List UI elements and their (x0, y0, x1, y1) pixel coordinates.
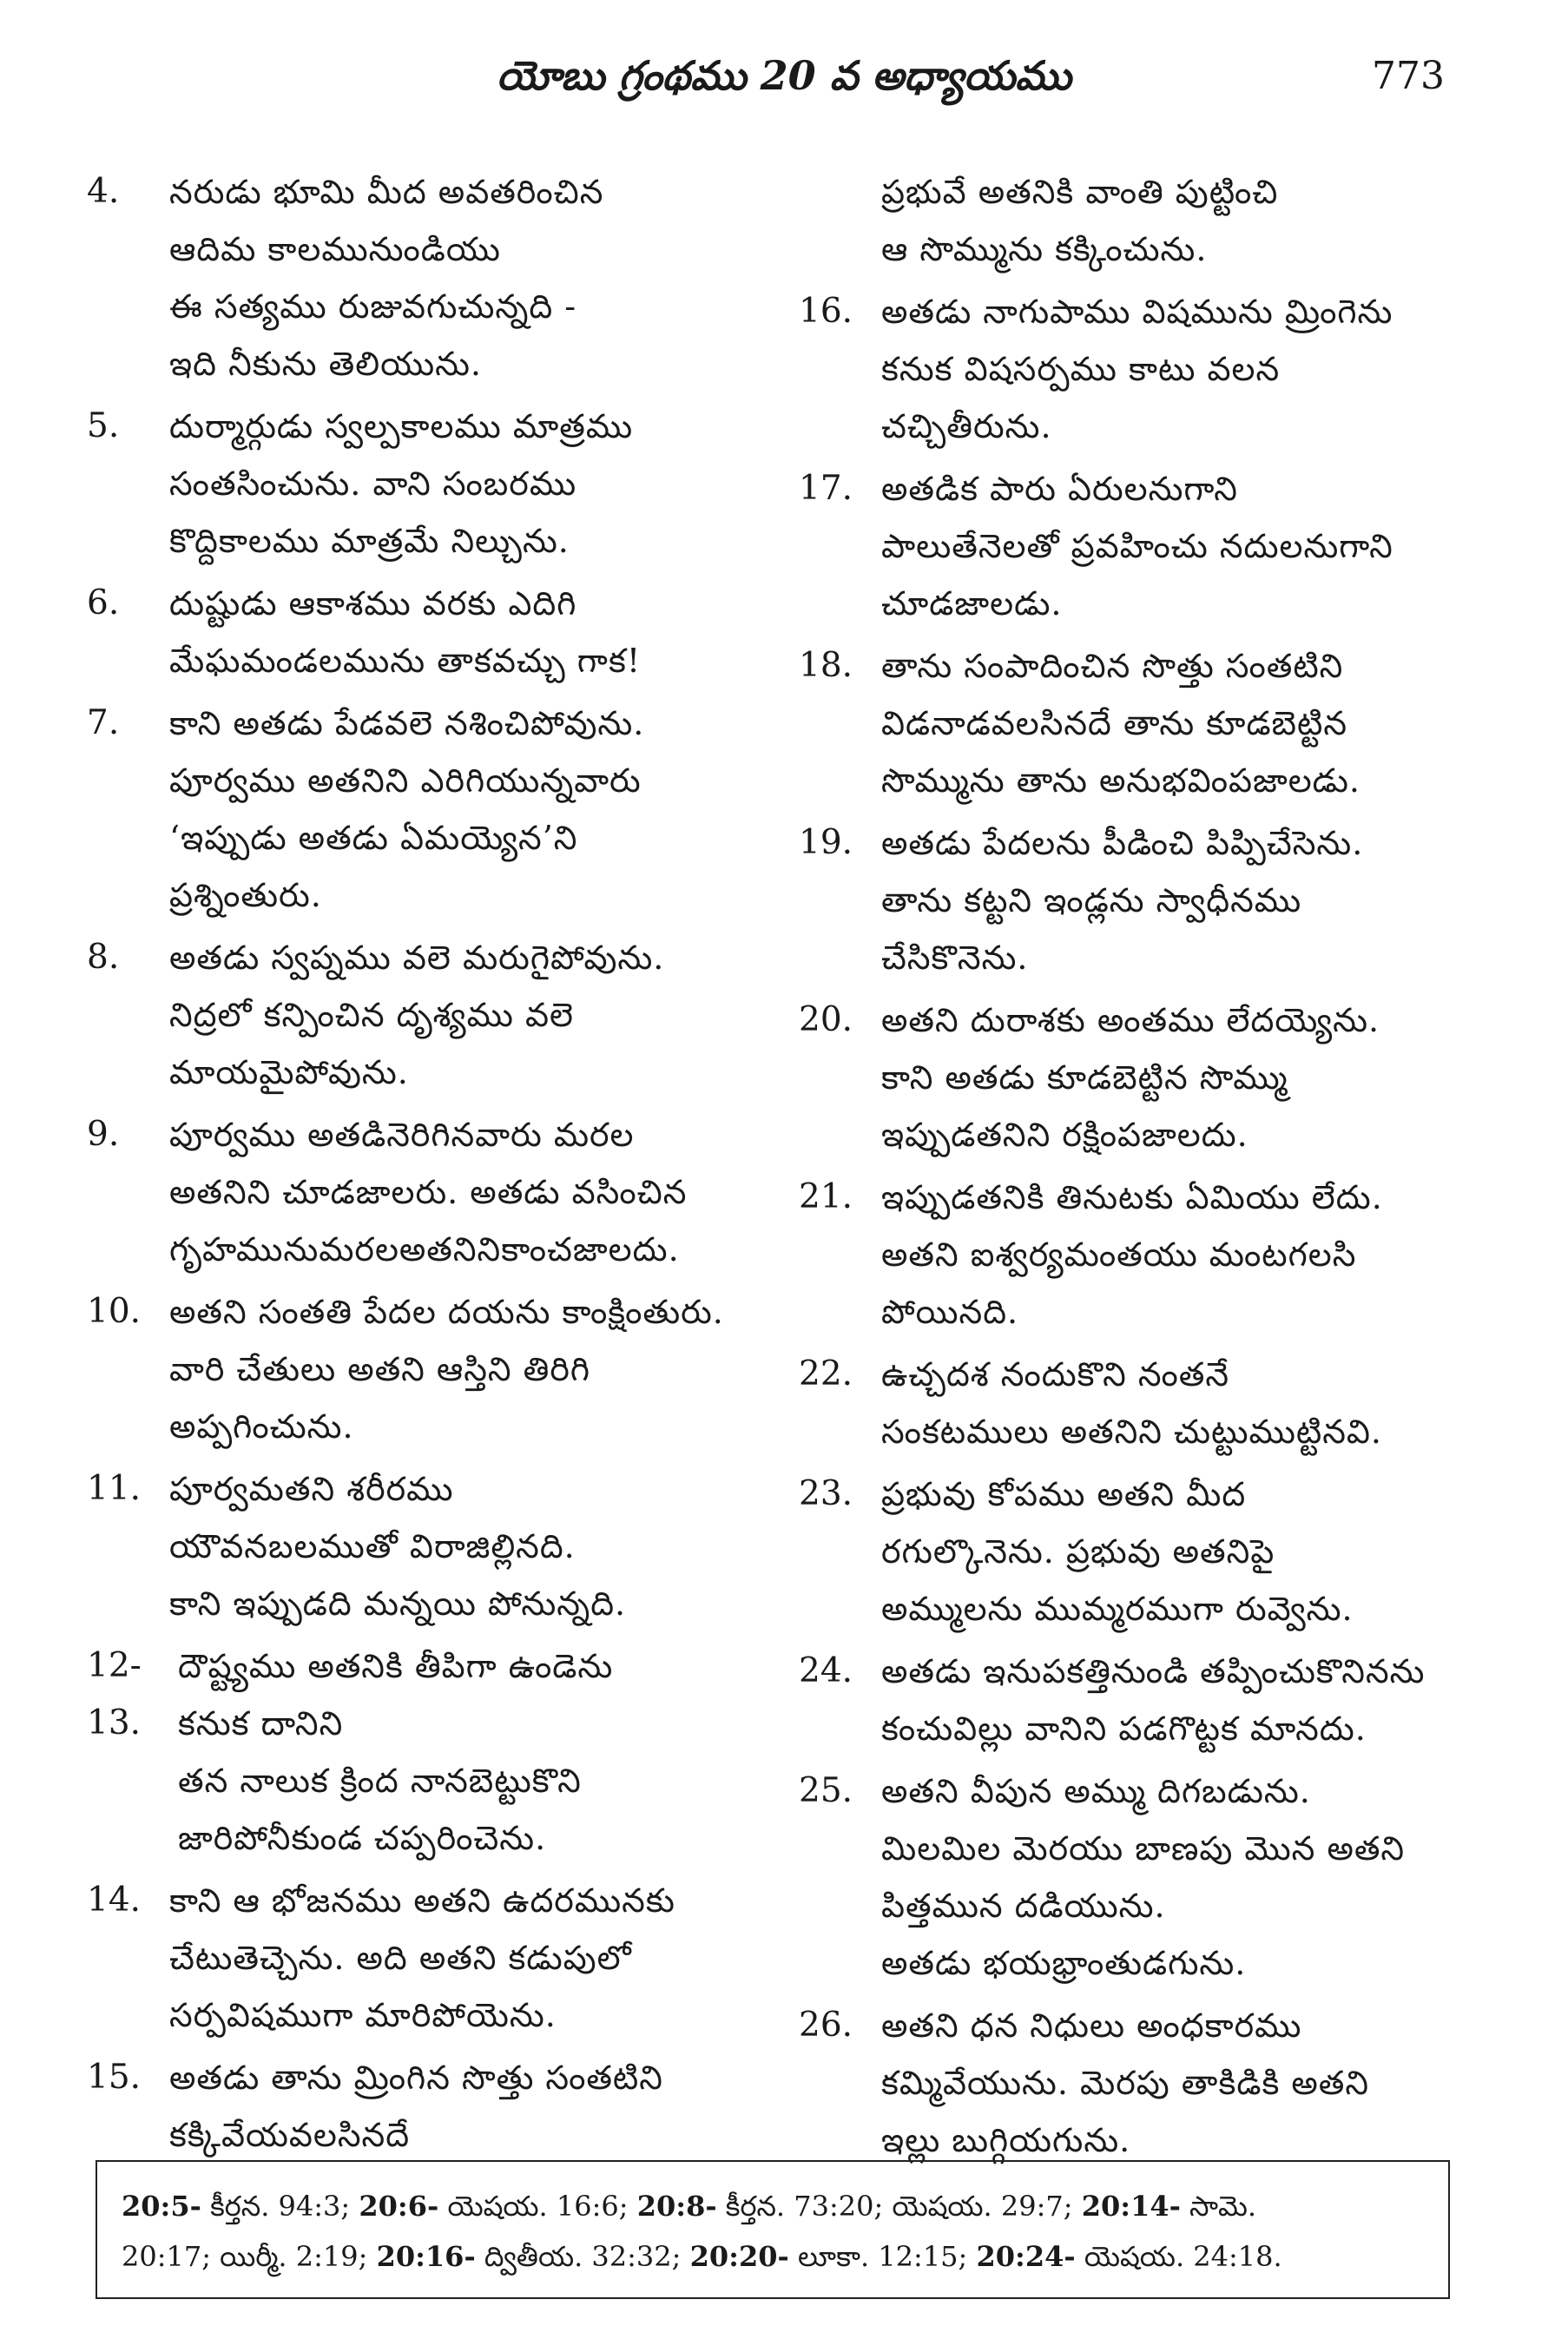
verse-number: 23. (799, 1474, 853, 1513)
footnote-line (122, 2181, 1424, 2231)
verse-line: అప్పగించును. (169, 1407, 354, 1446)
verse (87, 575, 781, 689)
verse-line: దౌష్ట్యము అతనికి తీపిగా ఉండెను (178, 1647, 614, 1685)
verse-line: అతడు ఇనుపకత్తినుండి తప్పించుకొనినను (881, 1652, 1426, 1690)
verse-line: పాలుతేనెలతో ప్రవహించు నదులనుగాని (881, 527, 1393, 565)
verse-number: 26. (799, 2006, 853, 2045)
verse-line: కాని ఆ భోజనము అతని ఉదరమునకు (169, 1881, 675, 1920)
verse-number: 25. (799, 1771, 853, 1810)
footnote-text: 20:17; యిర్మీ. 2:19; (122, 2240, 377, 2273)
chapter-title: యోబు గ్రంథము 20 వ అధ్యాయము (497, 52, 1071, 99)
verse-line: తాను సంపాదించిన సొత్తు సంతటిని (881, 647, 1344, 685)
verse-line: కొద్దికాలము మాత్రమే నిల్చును. (169, 522, 570, 560)
verse-line: కాని ఇప్పుడది మన్నయి పోనున్నది. (169, 1584, 627, 1623)
verse-number: 11. (87, 1469, 142, 1508)
verse-line: పూర్వము అతడినెరిగినవారు మరల (169, 1116, 635, 1154)
right-column (799, 163, 1467, 2174)
left-column (87, 163, 781, 2169)
verse (799, 1466, 1467, 1637)
verse-line: మేఘమండలమును తాకవచ్చు గాక! (169, 642, 642, 680)
footnote-text: కీర్తన. 94:3; (201, 2190, 359, 2223)
verse-line: యౌవనబలముతో విరాజిల్లినది. (169, 1527, 576, 1565)
verse (87, 929, 781, 1101)
verse (87, 695, 781, 924)
verse-number: 19. (799, 823, 853, 862)
verse-line: రగుల్కొనెను. ప్రభువు అతనిపై (881, 1532, 1275, 1571)
verse (87, 1106, 781, 1278)
verse-line: కక్కివేయవలసినదే (169, 2116, 411, 2154)
verse-line: సర్పవిషముగా మారిపోయెను. (169, 1996, 557, 2034)
footnote-reference: 20:6- (359, 2190, 439, 2223)
verse-number: 17. (799, 469, 853, 508)
verse-line: అమ్ములను ముమ్మరముగా రువ్వెను. (881, 1590, 1354, 1628)
verse-number: 14. (87, 1881, 142, 1920)
verse-number: 10. (87, 1292, 142, 1331)
verse-line: నిద్రలో కన్పించిన దృశ్యము వలె (169, 996, 574, 1034)
verse-line: ఇది నీకును తెలియును. (169, 345, 482, 383)
verse-line: మిలమిల మెరయు బాణపు మొన అతని (881, 1829, 1406, 1868)
footnote-text: యెషయ. 16:6; (438, 2190, 637, 2223)
verse-line: కనుక దానిని (178, 1704, 344, 1743)
footnote-reference: 20:8- (636, 2190, 717, 2223)
verse-line: ఉచ్చదశ నందుకొని నంతనే (881, 1355, 1230, 1393)
verse-number: 21. (799, 1177, 853, 1216)
verse (799, 163, 1467, 278)
footnote-text: కీర్తన. 73:20; యెషయ. 29:7; (716, 2190, 1082, 2223)
verse-line: కాని అతడు పేడవలె నశించిపోవును. (169, 704, 645, 742)
verse-number: 18. (799, 646, 853, 685)
verse-number: 5. (87, 406, 120, 445)
verse-line: అతడు పేదలను పీడించి పిప్పిచేసెను. (881, 824, 1364, 862)
verse (799, 1346, 1467, 1460)
verse (87, 1460, 781, 1632)
footnote-text: ద్వితీయ. 32:32; (475, 2240, 690, 2273)
verse-line: ఈ సత్యము రుజువగుచున్నది - (169, 287, 577, 326)
verse-line: కమ్మివేయును. మెరపు తాకిడికి అతని (881, 2064, 1370, 2102)
verse (799, 1643, 1467, 1757)
verse-line: చచ్చితీరును. (881, 407, 1052, 445)
verse-line: అతని వీపున అమ్ము దిగబడును. (881, 1772, 1311, 1810)
footnote-reference: 20:14- (1081, 2190, 1181, 2223)
verse-line: అతనిని చూడజాలరు. అతడు వసించిన (169, 1173, 688, 1211)
verse-line: అతడు స్వప్నము వలె మరుగైపోవును. (169, 939, 665, 977)
footnote-line (122, 2231, 1424, 2282)
verse-number (799, 163, 881, 278)
verse-number: 12-13. (87, 1646, 142, 1743)
verse (799, 1169, 1467, 1341)
verse (87, 1872, 781, 2044)
verse (799, 814, 1467, 986)
verse-number: 16. (799, 292, 853, 331)
verse-number: 9. (87, 1115, 120, 1154)
verse-line: జారిపోనీకుండ చప్పరించెను. (178, 1819, 547, 1857)
verse-line: పోయినది. (881, 1293, 1019, 1331)
verse (799, 637, 1467, 809)
verse-number: 7. (87, 703, 120, 742)
verse-line: అతని సంతతి పేదల దయను కాంక్షింతురు. (169, 1293, 724, 1331)
verse-line: చేటుతెచ్చెను. అది అతని కడుపులో (169, 1939, 632, 1977)
verse-number: 24. (799, 1651, 853, 1690)
verse-line: మాయమైపోవును. (169, 1053, 409, 1091)
verse-line: విడనాడవలసినదే తాను కూడబెట్టిన (881, 704, 1348, 742)
verse-number: 8. (87, 938, 120, 977)
verse-line: కనుక విషసర్పము కాటు వలన (881, 350, 1281, 388)
verse-line: ఇప్పుడతనికి తినుటకు ఏమియు లేదు. (881, 1178, 1383, 1216)
verse-line: ఇల్లు బుగ్గియగును. (881, 2121, 1131, 2159)
verse (87, 398, 781, 570)
verse (799, 1997, 1467, 2169)
verse-line: ‘ఇప్పుడు అతడు ఏమయ్యెన’ని (169, 819, 578, 857)
verse-line: అతడు భయభ్రాంతుడగును. (881, 1944, 1247, 1982)
page-number: 773 (1372, 54, 1445, 98)
verse-line: దుర్మార్గుడు స్వల్పకాలము మాత్రము (169, 407, 634, 445)
footnote-box (96, 2160, 1450, 2299)
verse-line: ఇప్పుడతనిని రక్షింపజాలదు. (881, 1116, 1248, 1154)
footnote-reference: 20:5- (122, 2190, 201, 2223)
verse-line: పూర్వము అతనిని ఎరిగియున్నవారు (169, 761, 642, 800)
verse (87, 1637, 781, 1867)
verse-line: సంకటములు అతనిని చుట్టుముట్టినవి. (881, 1413, 1383, 1451)
footnote-reference: 20:24- (976, 2240, 1076, 2273)
verse (87, 2049, 781, 2164)
verse-line: తాను కట్టని ఇండ్లను స్వాధీనము (881, 881, 1302, 919)
verse-line: అతడిక పారు ఏరులనుగాని (881, 470, 1238, 508)
verse-line: అతని ఐశ్వర్యమంతయు మంటగలసి (881, 1235, 1357, 1274)
verse-number: 20. (799, 1000, 853, 1039)
verse-line: చూడజాలడు. (881, 584, 1063, 623)
verse-line: ప్రభువే అతనికి వాంతి పుట్టించి (881, 173, 1279, 211)
verse-line: దుష్టుడు ఆకాశము వరకు ఎదిగి (169, 584, 577, 623)
verse-line: అతని ధన నిధులు అంధకారము (881, 2006, 1302, 2045)
verse-line: ప్రభువు కోపము అతని మీద (881, 1475, 1247, 1513)
verse-line: వారి చేతులు అతని ఆస్తిని తిరిగి (169, 1350, 591, 1388)
footnote-reference: 20:20- (689, 2240, 789, 2273)
verse-line: ఆదిమ కాలమునుండియు (169, 230, 501, 268)
verse-number: 15. (87, 2058, 142, 2097)
verse-line: అతడు తాను మ్రింగిన సొత్తు సంతటిని (169, 2059, 663, 2097)
verse-line: చేసికొనెను. (881, 939, 1029, 977)
verse-line: కాని అతడు కూడబెట్టిన సొమ్ము (881, 1058, 1288, 1097)
footnote-text: లూకా. 12:15; (788, 2240, 977, 2273)
verse-line: నరుడు భూమి మీద అవతరించిన (169, 173, 604, 211)
verse (799, 992, 1467, 1163)
verse-line: సంతసించును. వాని సంబరము (169, 464, 577, 503)
verse (87, 163, 781, 392)
verse (799, 283, 1467, 455)
verse-line: తన నాలుక క్రింద నానబెట్టుకొని (178, 1762, 582, 1800)
verse-number: 22. (799, 1354, 853, 1393)
verse (799, 460, 1467, 632)
verse-line: గృహమునుమరలఅతనినికాంచజాలదు. (169, 1230, 680, 1268)
verse-line: అతని దురాశకు అంతము లేదయ్యెను. (881, 1001, 1380, 1039)
verse-line: సొమ్మును తాను అనుభవింపజాలడు. (881, 761, 1361, 800)
verse-line: కంచువిల్లు వానిని పడగొట్టక మానదు. (881, 1710, 1367, 1748)
verse-line: అతడు నాగుపాము విషమును మ్రింగెను (881, 293, 1393, 331)
verse-line: పిత్తమున దడియును. (881, 1887, 1166, 1925)
verse (799, 1762, 1467, 1992)
verse-line: పూర్వమతని శరీరము (169, 1470, 454, 1508)
footnote-reference: 20:16- (376, 2240, 476, 2273)
verse-line: ఆ సొమ్మును కక్కించును. (881, 230, 1208, 268)
footnote-text: సామె. (1180, 2190, 1257, 2223)
verse-line: ప్రశ్నింతురు. (169, 876, 322, 914)
page-header (0, 45, 1568, 106)
verse (87, 1283, 781, 1455)
verse-number: 6. (87, 583, 120, 623)
verse-number: 4. (87, 172, 120, 211)
footnote-text: యెషయ. 24:18. (1075, 2240, 1282, 2273)
